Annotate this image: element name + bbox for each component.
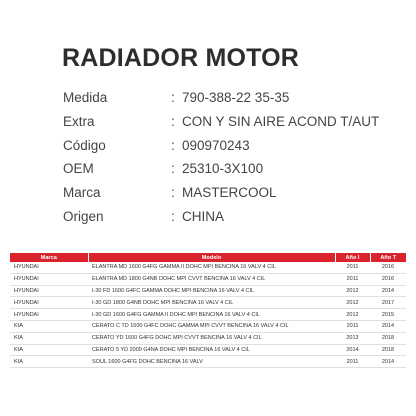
table-row bbox=[10, 273, 406, 285]
cell-marca: HYUNDAI bbox=[10, 273, 88, 285]
spec-separator: : bbox=[171, 185, 175, 201]
compatibility-table bbox=[10, 253, 406, 368]
spec-row-codigo bbox=[63, 138, 403, 162]
spec-value: 790-388-22 35-35 bbox=[182, 90, 290, 105]
table-row bbox=[10, 309, 406, 321]
cell-modelo: CERATO YD 1600 G4FG DOHC MPI CVVT BENCINA 16 VALV 4 CIL bbox=[88, 332, 335, 344]
cell-marca: KIA bbox=[10, 332, 88, 344]
table-row bbox=[10, 262, 406, 273]
cell-anio-termino: 2015 bbox=[370, 309, 406, 321]
cell-anio-termino: 2016 bbox=[370, 262, 406, 273]
cell-modelo: CERATO 5 YD 2000 G4NA DOHC MPI BENCINA 16 VALV 4 CIL bbox=[88, 344, 335, 356]
spec-separator: : bbox=[171, 90, 175, 105]
page-title: RADIADOR MOTOR bbox=[62, 44, 300, 72]
spec-row-oem bbox=[63, 161, 403, 185]
cell-marca: KIA bbox=[10, 356, 88, 368]
cell-modelo: ELANTRA MD 1800 G4NB DOHC MPI CVVT BENCINA 16 VALV 4 CIL bbox=[88, 273, 335, 285]
cell-anio-termino: 2018 bbox=[370, 344, 406, 356]
spec-value: MASTERCOOL bbox=[182, 185, 277, 201]
column-header-marca: Marca bbox=[10, 253, 88, 262]
table-row bbox=[10, 320, 406, 332]
cell-anio-termino: 2014 bbox=[370, 285, 406, 297]
spec-label: Marca bbox=[63, 185, 101, 201]
cell-marca: KIA bbox=[10, 320, 88, 332]
spec-separator: : bbox=[171, 161, 175, 177]
spec-label: Código bbox=[63, 137, 106, 153]
table-row bbox=[10, 344, 406, 356]
spec-value: 25310-3X100 bbox=[182, 161, 264, 177]
cell-anio-inicio: 2012 bbox=[335, 297, 370, 309]
table-header-row bbox=[10, 253, 406, 262]
spec-value: 090970243 bbox=[182, 137, 250, 153]
cell-marca: HYUNDAI bbox=[10, 309, 88, 321]
spec-value: CON Y SIN AIRE ACOND T/AUT bbox=[182, 113, 380, 129]
spec-label: Origen bbox=[63, 208, 104, 224]
cell-anio-inicio: 2011 bbox=[335, 356, 370, 368]
spec-label: Medida bbox=[63, 90, 108, 105]
cell-modelo: ELANTRA MD 1600 G4FG GAMMA II DOHC MPI BENCINA 16 VALV 4 CIL bbox=[88, 262, 335, 273]
column-header-modelo: Modelo bbox=[88, 253, 335, 262]
spec-row-extra bbox=[63, 114, 403, 138]
cell-anio-inicio: 2012 bbox=[335, 285, 370, 297]
cell-anio-inicio: 2011 bbox=[335, 273, 370, 285]
cell-anio-termino: 2014 bbox=[370, 356, 406, 368]
cell-modelo: I-30 GD 1600 G4FG GAMMA II DOHC MPI BENCINA 16 VALV 4 CIL bbox=[88, 309, 335, 321]
spec-list bbox=[63, 90, 403, 233]
column-header-anio-termino: Año T bbox=[370, 253, 406, 262]
cell-anio-inicio: 2011 bbox=[335, 262, 370, 273]
cell-anio-inicio: 2013 bbox=[335, 332, 370, 344]
cell-anio-termino: 2014 bbox=[370, 320, 406, 332]
spec-value: CHINA bbox=[182, 208, 225, 224]
spec-row-marca bbox=[63, 185, 403, 209]
table-row bbox=[10, 285, 406, 297]
cell-marca: HYUNDAI bbox=[10, 285, 88, 297]
table-row bbox=[10, 332, 406, 344]
table-row bbox=[10, 297, 406, 309]
cell-anio-termino: 2016 bbox=[370, 273, 406, 285]
cell-marca: HYUNDAI bbox=[10, 262, 88, 273]
spec-label: Extra bbox=[63, 113, 95, 129]
table-row bbox=[10, 356, 406, 368]
column-header-anio-inicio: Año I bbox=[335, 253, 370, 262]
spec-separator: : bbox=[171, 208, 175, 224]
cell-modelo: I-30 FD 1600 G4FC GAMMA DOHC MPI BENCINA 16 VALV 4 CIL bbox=[88, 285, 335, 297]
spec-row-medida bbox=[63, 90, 403, 114]
cell-anio-inicio: 2012 bbox=[335, 309, 370, 321]
spec-separator: : bbox=[171, 113, 175, 129]
cell-anio-termino: 2017 bbox=[370, 297, 406, 309]
cell-anio-inicio: 2011 bbox=[335, 320, 370, 332]
cell-modelo: SOUL 1600 G4FG DOHC BENCINA 16 VALV bbox=[88, 356, 335, 368]
cell-anio-termino: 2018 bbox=[370, 332, 406, 344]
cell-marca: HYUNDAI bbox=[10, 297, 88, 309]
cell-marca: KIA bbox=[10, 344, 88, 356]
cell-modelo: CERATO C TD 1600 G4FC DOHC GAMMA MPI CVVT BENCINA 16 VALV 4 CIL bbox=[88, 320, 335, 332]
cell-modelo: I-30 GD 1800 G4NB DOHC MPI BENCINA 16 VALV 4 CIL bbox=[88, 297, 335, 309]
spec-row-origen bbox=[63, 209, 403, 233]
spec-label: OEM bbox=[63, 161, 94, 177]
spec-separator: : bbox=[171, 137, 175, 153]
cell-anio-inicio: 2014 bbox=[335, 344, 370, 356]
